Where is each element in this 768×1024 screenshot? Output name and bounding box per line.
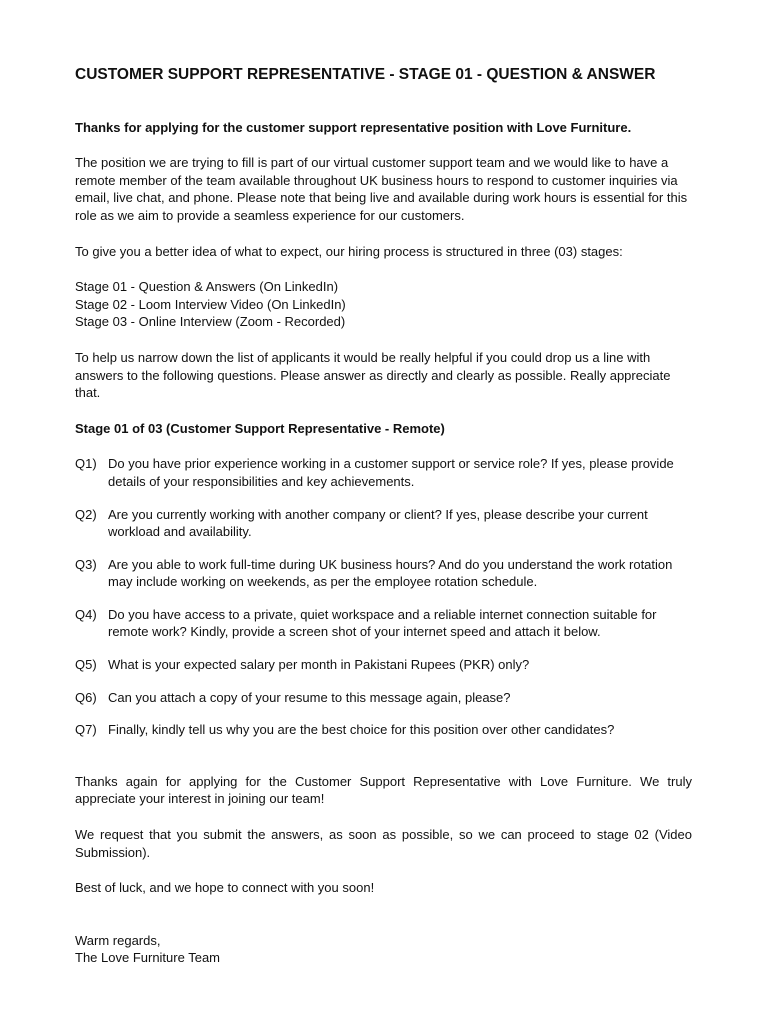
help-paragraph: To help us narrow down the list of applicants it would be really helpful if you could drop us a line with answers to the following questions. Please answer as directly and clearly as possible. Really appreciate that. — [75, 349, 671, 401]
stage-item: Stage 02 - Loom Interview Video (On LinkedIn) — [75, 296, 346, 312]
closing-luck-paragraph: Best of luck, and we hope to connect with you soon! — [75, 880, 375, 896]
question-text: Are you able to work full-time during UK business hours? And do you understand the work rotation may include working on weekends, as per the employee rotation schedule. — [108, 556, 673, 590]
process-paragraph: To give you a better idea of what to expect, our hiring process is structured in three (03) stages: — [75, 243, 623, 259]
signoff-greeting: Warm regards, — [75, 932, 161, 948]
question-number: Q7) — [75, 722, 97, 738]
question-number: Q4) — [75, 606, 97, 622]
signoff-block — [75, 932, 692, 967]
stage-item: Stage 01 - Question & Answers (On LinkedIn) — [75, 279, 339, 295]
stages-list — [75, 278, 692, 331]
question-text: Do you have access to a private, quiet workspace and a reliable internet connection suitable for remote work? Kindly, provide a screen shot of your internet speed and attach it below. — [108, 606, 657, 640]
question-number: Q1) — [75, 456, 97, 472]
document-page — [75, 66, 692, 967]
questions-list — [75, 455, 692, 739]
stage-item: Stage 03 - Online Interview (Zoom - Recorded) — [75, 314, 346, 330]
question-number: Q5) — [75, 657, 97, 673]
closing-thanks-paragraph: Thanks again for applying for the Customer Support Representative with Love Furniture. We truly appreciate your interest in joining our team! — [75, 773, 692, 807]
closing-request-paragraph: We request that you submit the answers, as soon as possible, so we can proceed to stage 02 (Video Submission). — [75, 827, 692, 860]
question-text: Are you currently working with another company or client? If yes, please describe your current workload and availability. — [108, 506, 648, 540]
question-number: Q6) — [75, 689, 97, 705]
signoff-team: The Love Furniture Team — [75, 950, 220, 966]
question-item — [75, 606, 692, 641]
question-text: Can you attach a copy of your resume to this message again, please? — [108, 689, 511, 705]
question-item — [75, 721, 692, 739]
question-item — [75, 656, 692, 674]
question-number: Q3) — [75, 556, 97, 572]
question-number: Q2) — [75, 506, 97, 522]
intro-bold-line: Thanks for applying for the customer support representative position with Love Furniture. — [75, 119, 632, 135]
question-item — [75, 455, 692, 490]
document-title: CUSTOMER SUPPORT REPRESENTATIVE - STAGE 01 - QUESTION & ANSWER — [75, 66, 656, 83]
question-item — [75, 556, 692, 591]
question-item — [75, 689, 692, 707]
question-text: Finally, kindly tell us why you are the best choice for this position over other candidates? — [108, 722, 615, 738]
question-text: Do you have prior experience working in a customer support or service role? If yes, please provide details of your responsibilities and key achievements. — [108, 456, 674, 489]
question-item — [75, 506, 692, 541]
question-text: What is your expected salary per month in Pakistani Rupees (PKR) only? — [108, 657, 530, 673]
position-paragraph: The position we are trying to fill is part of our virtual customer support team and we would like to have a remote member of the team available throughout UK business hours to respond to customer inquiries via email, live chat, and phone. Please note that being live and available during work hours is essential for this role as we aim to provide a seamless experience for our customers. — [75, 155, 688, 223]
stage-heading: Stage 01 of 03 (Customer Support Representative - Remote) — [75, 420, 445, 436]
